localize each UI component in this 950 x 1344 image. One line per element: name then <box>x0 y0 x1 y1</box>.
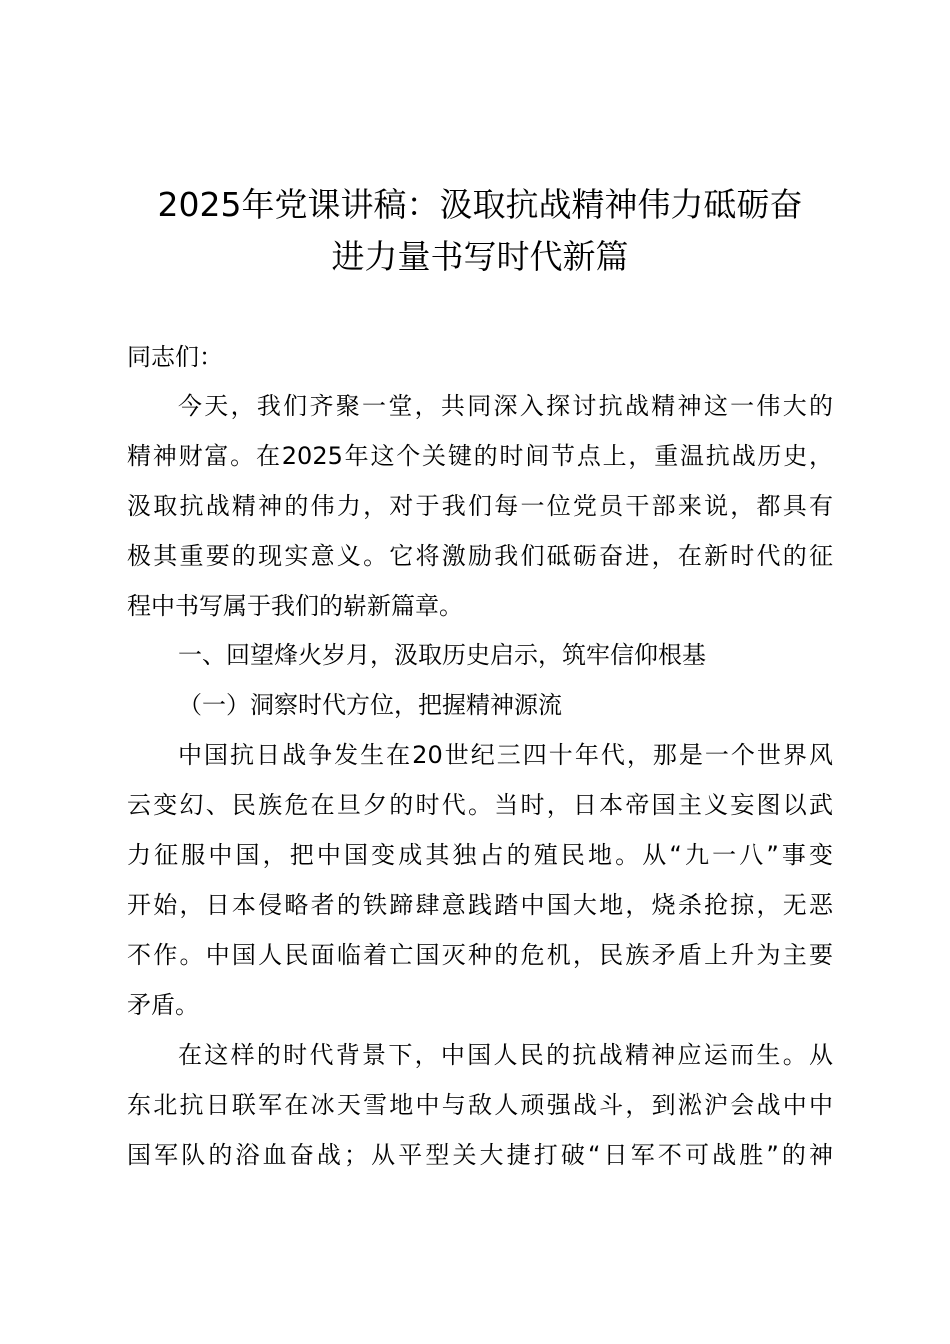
salutation: 同志们： <box>127 343 223 371</box>
section-heading-1: 一、回望烽火岁月，汲取历史启示，筑牢信仰根基 <box>178 641 706 669</box>
paragraph-1-line-1: 今天，我们齐聚一堂，共同深入探讨抗战精神这一伟大的 <box>178 392 833 420</box>
paragraph-2-line-1: 中国抗日战争发生在20世纪三四十年代，那是一个世界风 <box>178 741 833 769</box>
paragraph-2-line-4: 开始，日本侵略者的铁蹄肆意践踏中国大地，烧杀抢掠，无恶 <box>127 891 833 919</box>
document-title-line-1: 2025年党课讲稿：汲取抗战精神伟力砥砺奋 <box>157 185 803 224</box>
paragraph-1-line-3: 汲取抗战精神的伟力，对于我们每一位党员干部来说，都具有 <box>127 492 833 520</box>
paragraph-2-line-6: 矛盾。 <box>127 991 199 1019</box>
paragraph-2-line-3: 力征服中国，把中国变成其独占的殖民地。从“九一八”事变 <box>127 841 833 869</box>
paragraph-3-line-1: 在这样的时代背景下，中国人民的抗战精神应运而生。从 <box>178 1041 833 1069</box>
paragraph-2-line-2: 云变幻、民族危在旦夕的时代。当时，日本帝国主义妄图以武 <box>127 791 833 819</box>
paragraph-2-line-5: 不作。中国人民面临着亡国灭种的危机，民族矛盾上升为主要 <box>127 941 833 969</box>
paragraph-1-line-4: 极其重要的现实意义。它将激励我们砥砺奋进，在新时代的征 <box>127 542 833 570</box>
paragraph-3-line-3: 国军队的浴血奋战；从平型关大捷打破“日军不可战胜”的神 <box>127 1141 833 1169</box>
subsection-heading-1-1: （一）洞察时代方位，把握精神源流 <box>178 691 562 719</box>
paragraph-3-line-2: 东北抗日联军在冰天雪地中与敌人顽强战斗，到淞沪会战中中 <box>127 1091 833 1119</box>
paragraph-1-line-2: 精神财富。在2025年这个关键的时间节点上，重温抗战历史， <box>127 442 833 470</box>
paragraph-1-line-5: 程中书写属于我们的崭新篇章。 <box>127 592 463 620</box>
document-title-line-2: 进力量书写时代新篇 <box>331 237 629 276</box>
